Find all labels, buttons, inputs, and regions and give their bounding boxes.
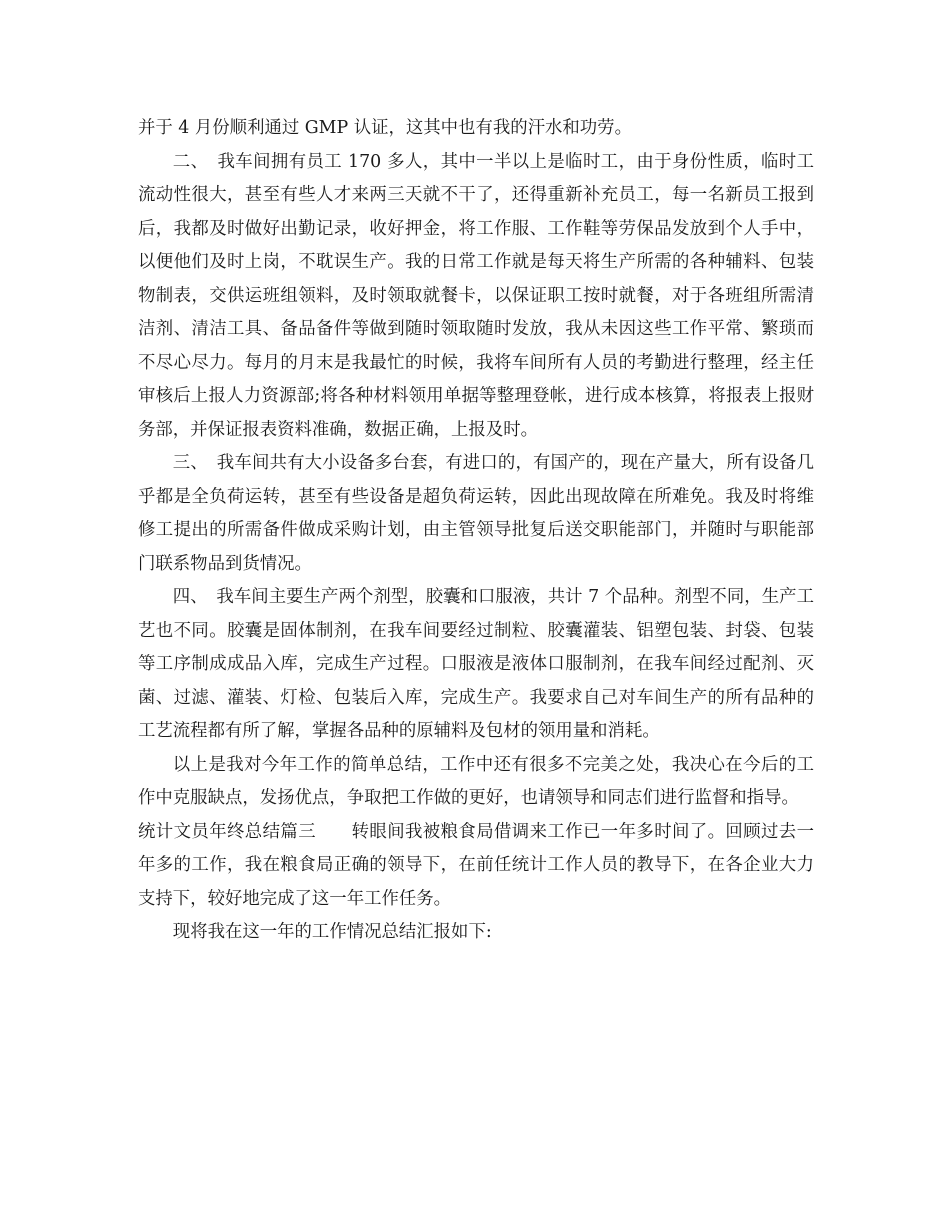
document-body	[138, 112, 814, 950]
paragraph-section-four: 四、 我车间主要生产两个剂型，胶囊和口服液，共计 7 个品种。剂型不同，生产工艺也不同。胶囊是固体制剂，在我车间要经过制粒、胶囊灌装、铝塑包装、封袋、包装等工序制成成品入库，完成生产过程。口服液是液体口服制剂，在我车间经过配剂、灭菌、过滤、灌装、灯检、包装后入库，完成生产。我要求自己对车间生产的所有品种的工艺流程都有所了解，掌握各品种的原辅料及包材的领用量和消耗。	[138, 587, 814, 741]
paragraph-part-three-heading: 统计文员年终总结篇三 转眼间我被粮食局借调来工作已一年多时间了。回顾过去一年多的工作，我在粮食局正确的领导下，在前任统计工作人员的教导下，在各企业大力支持下，较好地完成了这一年工作任务。	[138, 821, 814, 909]
paragraph-report-intro: 现将我在这一年的工作情况总结汇报如下:	[172, 922, 492, 942]
paragraph-continuation: 并于 4 月份顺利通过 GMP 认证，这其中也有我的汗水和功劳。	[138, 118, 632, 138]
paragraph-summary: 以上是我对今年工作的简单总结，工作中还有很多不完美之处，我决心在今后的工作中克服缺点，发扬优点，争取把工作做的更好，也请领导和同志们进行监督和指导。	[138, 754, 814, 808]
paragraph-section-three: 三、 我车间共有大小设备多台套，有进口的，有国产的，现在产量大，所有设备几乎都是全负荷运转，甚至有些设备是超负荷运转，因此出现故障在所难免。我及时将维修工提出的所需备件做成采购计划，由主管领导批复后送交职能部门，并随时与职能部门联系物品到货情况。	[138, 453, 814, 574]
paragraph-section-two: 二、 我车间拥有员工 170 多人，其中一半以上是临时工，由于身份性质，临时工流动性很大，甚至有些人才来两三天就不干了，还得重新补充员工，每一名新员工报到后，我都及时做好出勤记录，收好押金，将工作服、工作鞋等劳保品发放到个人手中，以便他们及时上岗，不耽误生产。我的日常工作就是每天将生产所需的各种辅料、包装物制表，交供运班组领料，及时领取就餐卡，以保证职工按时就餐，对于各班组所需清洁剂、清洁工具、备品备件等做到随时领取随时发放，我从未因这些工作平常、繁琐而不尽心尽力。每月的月末是我最忙的时候，我将车间所有人员的考勤进行整理，经主任审核后上报人力资源部;将各种材料领用单据等整理登帐，进行成本核算，将报表上报财务部，并保证报表资料准确，数据正确，上报及时。	[138, 151, 814, 440]
